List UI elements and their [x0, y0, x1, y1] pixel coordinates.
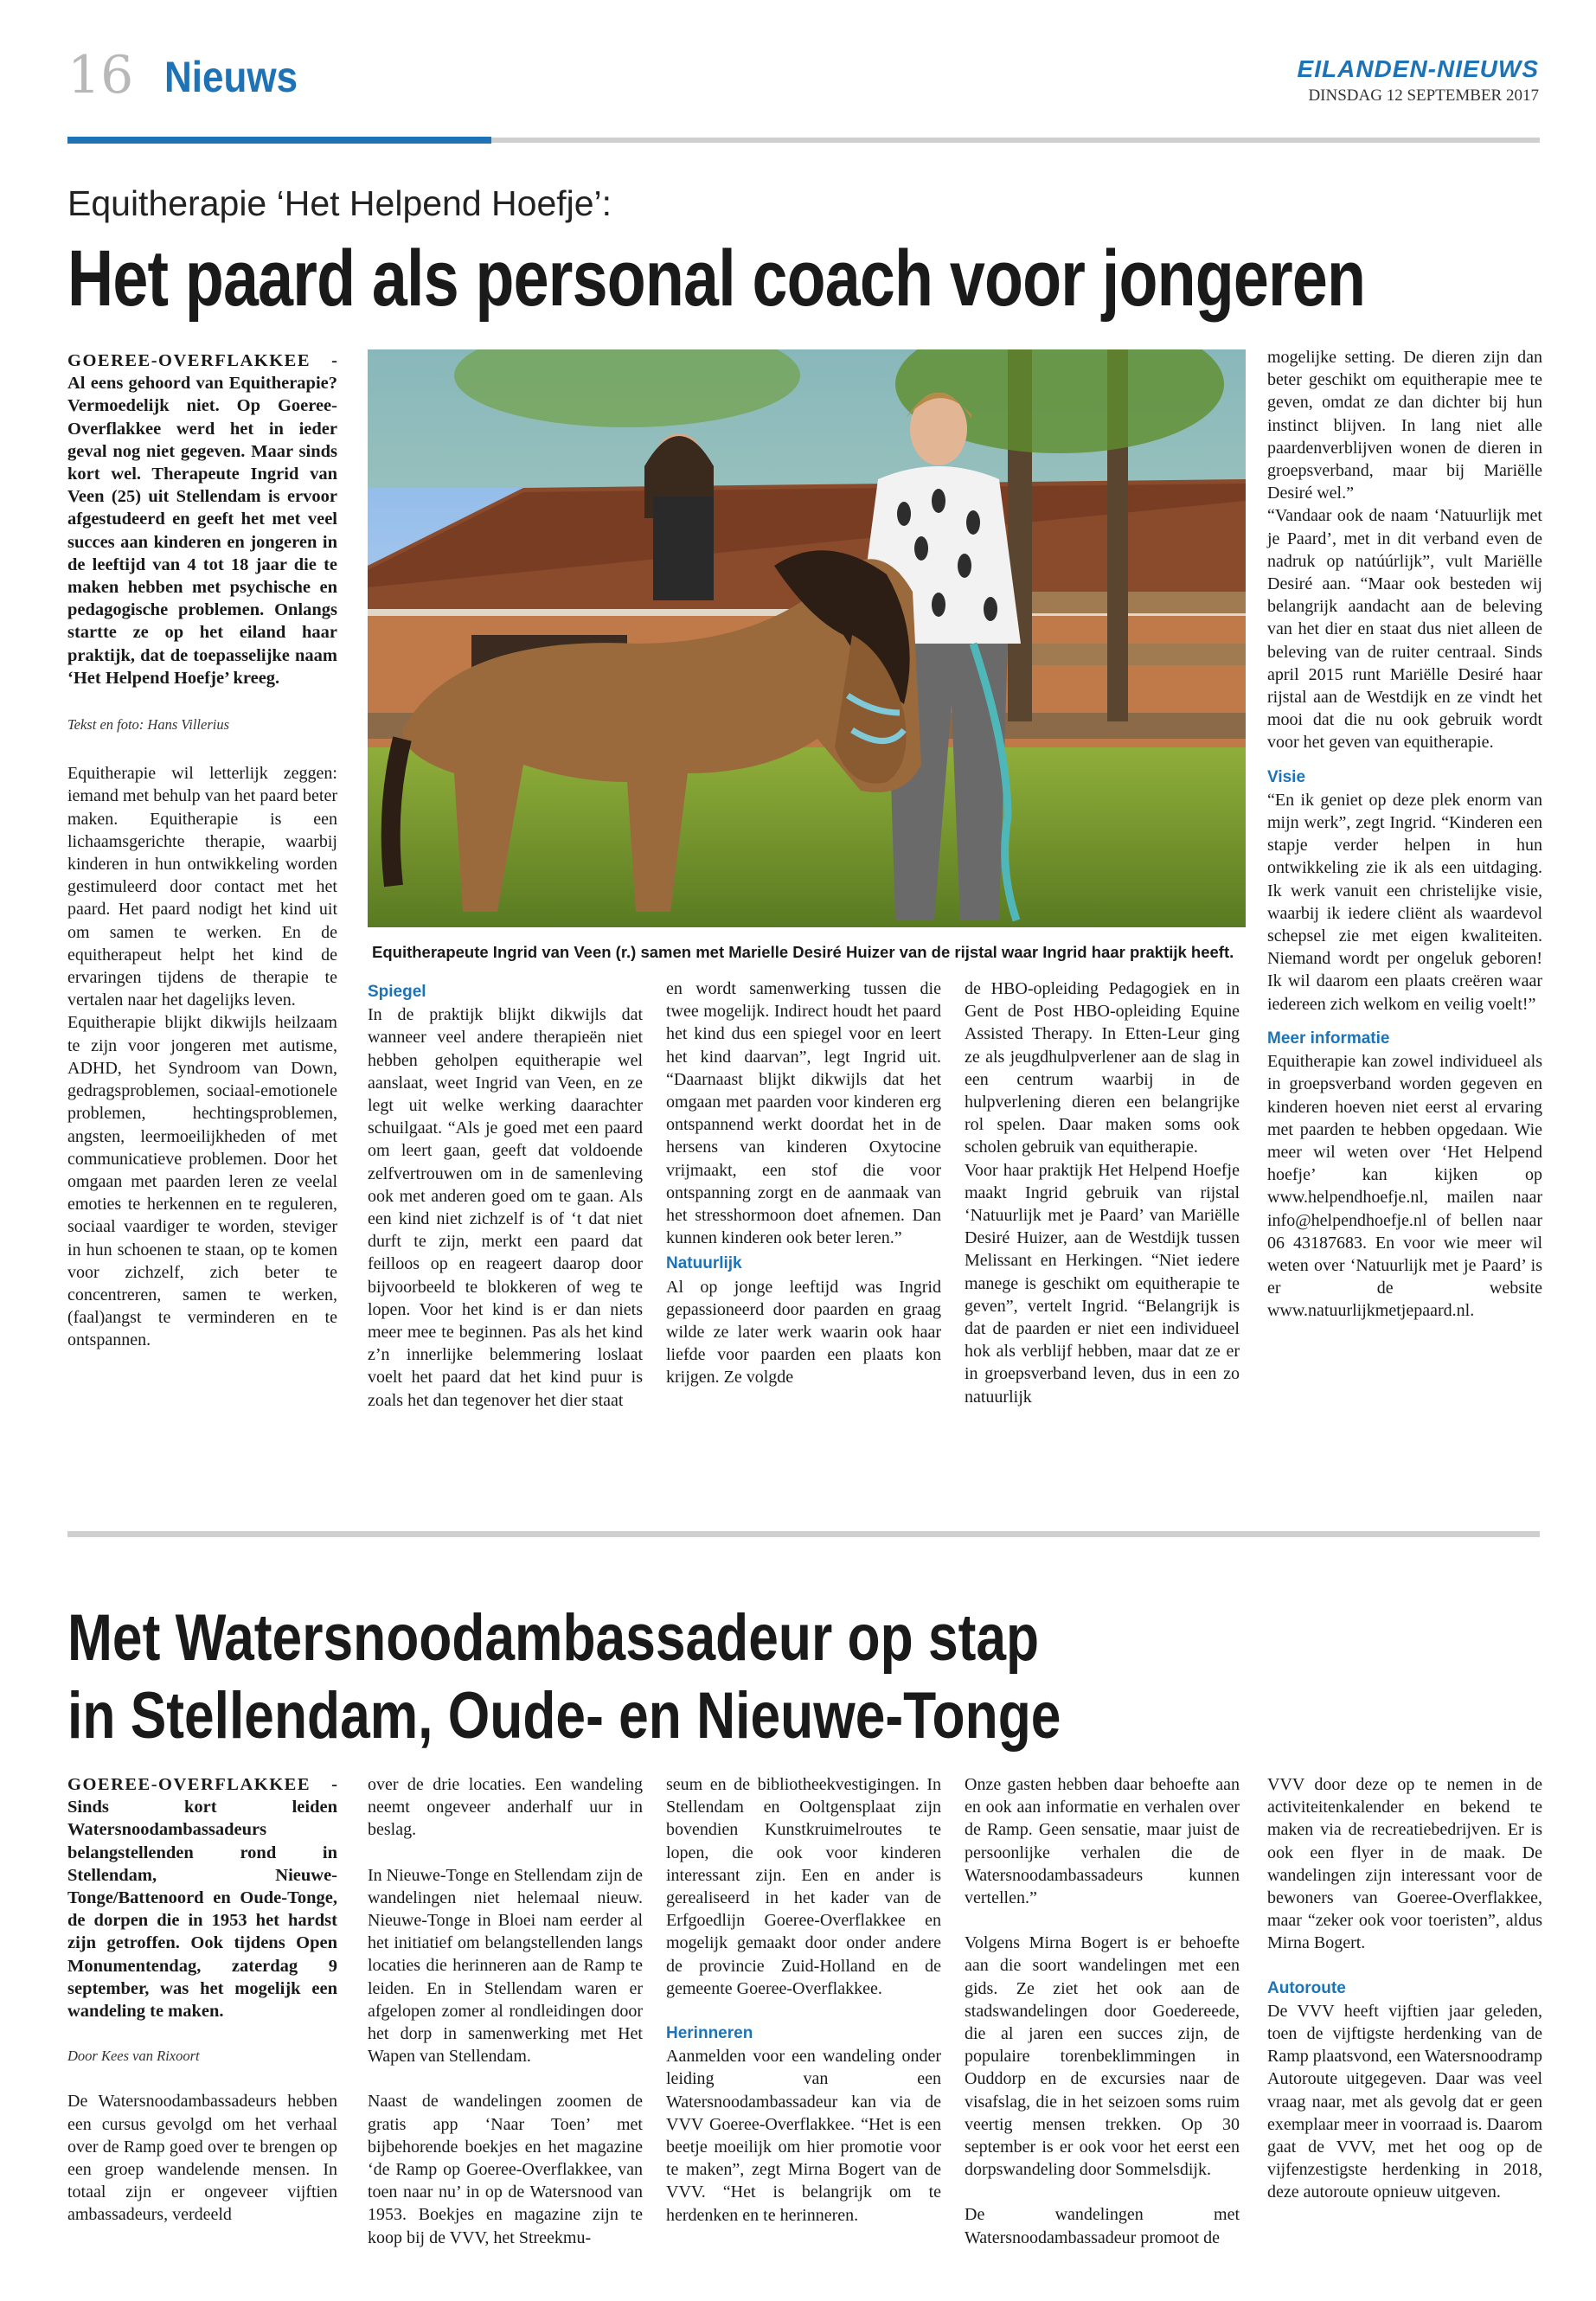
article1-lead-text: - Al eens gehoord van Equitherapie? Vermoedelijk niet. Op Goeree-Overflakkee werd het in ieder geval nog niet gegeven. Maar sinds kort wel. Therapeute Ingrid van Veen (25) uit Stellendam is ervoor afgestudeerd en geeft het met veel succes aan kinderen en jongeren in de leeftijd van 4 tot 18 jaar die te maken hebben met psychische en pedagogische problemen. Onlangs startte ze op het eiland haar praktijk, dat de toepasselijke naam ‘Het Helpend Hoefje’ kreeg. [67, 351, 337, 688]
article2-column-2 [368, 1773, 643, 2249]
header-rule [491, 138, 1540, 143]
article1-paragraph: Voor haar praktijk Het Helpend Hoefje maakt Ingrid gebruik van rijstal ‘Natuurlijk met je Paard’ van Mariëlle Desiré Huizer, aan de Westdijk tussen Melissant en Herkingen. “Niet iedere manege is geschikt om equitherapie te geven”, vertelt Ingrid. “Belangrijk is dat de paarden er niet een individueel hok als verblijf hebben, maar dat ze er in groepsverband leven, dus in een zo natuurlijk [965, 1160, 1240, 1407]
article1-photo-caption: Equitherapeute Ingrid van Veen (r.) samen met Marielle Desiré Huizer van de rijstal waar Ingrid haar praktijk heeft. [372, 943, 1234, 961]
article2-column-5 [1267, 1773, 1542, 2204]
subheading-meer-informatie: Meer informatie [1267, 1029, 1390, 1048]
article2-credit: Door Kees van Rixoort [67, 2048, 200, 2065]
issue-date: DINSDAG 12 SEPTEMBER 2017 [1308, 87, 1539, 105]
article1-column-2 [368, 977, 643, 1412]
subheading-natuurlijk: Natuurlijk [666, 1254, 742, 1273]
article2-column-4 [965, 1773, 1240, 2249]
article1-paragraph: de HBO-opleiding Pedagogiek en in Gent de Post HBO-opleiding Equine Assisted Therapy. In Etten-Leur ging ze als jeugdhulpverlener aan de slag in een centrum waarbij in de hulpverlening dieren een belangrijke rol spelen. Daar maken soms ook scholen gebruik van equitherapie. [965, 979, 1240, 1157]
section-title: Nieuws [164, 53, 298, 101]
article2-lead-place: GOEREE-OVERFLAKKEE [67, 1775, 311, 1794]
article1-lead [67, 349, 337, 689]
article2-paragraph: In Nieuwe-Tonge en Stellendam zijn de wandelingen niet helemaal nieuw. Nieuwe-Tonge in Bloei nam eerder al het initiatief om belangstellenden langs locaties die herinneren aan de Ramp te leiden. En in Stellendam waren er afgelopen zomer al rondleidingen door het dorp in samenwerking met Het Wapen van Stellendam. [368, 1865, 643, 2067]
article1-lead-place: GOEREE-OVERFLAKKEE [67, 351, 311, 370]
article1-kicker: Equitherapie ‘Het Helpend Hoefje’: [67, 183, 612, 223]
article1-paragraph: en wordt samenwerking tussen die twee mogelijk. Indirect houdt het paard het kind dus een spiegel voor en leert het kind daarvan”, legt Ingrid uit. “Daarnaast blijkt dikwijls dat het omgaan met paarden voor kinderen erg ontspannend werkt doordat het in de hersens van kinderen Oxytocine vrijmaakt, een stof die voor ontspanning zorgt en de aanmaak van het stresshormoon doet afnemen. Dan kunnen kinderen ook beter leren.” [666, 979, 941, 1248]
article2-paragraph: Aanmelden voor een wandeling onder leiding van een Watersnoodambassadeur kan via de VVV Goeree-Overflakkee. “Het is een beetje moeilijk om hier promotie voor te maken”, zegt Mirna Bogert van de VVV. “Het is belangrijk om te herdenken en te herinneren. [666, 2047, 941, 2225]
photo-horse-and-women [368, 349, 1246, 927]
article1-paragraph: In de praktijk blijkt dikwijls dat wanneer veel andere therapieën niet hebben geholpen equitherapie wel aanslaat, weet Ingrid van Veen, en ze legt uit welke werking daarachter schuilgaat. “Als je goed met een paard om leert gaan, geeft dat voldoende zelfvertrouwen om in de samenleving ook met anderen goed om te gaan. Als een kind niet zichzelf is of ‘t dat niet durft te zijn, merkt een paard dat feilloos op en reageert daarop door bijvoorbeeld te blokkeren of weg te lopen. Voor het kind is er dan niets meer mee te beginnen. Pas als het kind z’n innerlijke belemmering loslaat voelt het paard dat het kind puur is zoals het dan tegenover het dier staat [368, 1005, 643, 1410]
article1-paragraph: mogelijke setting. De dieren zijn dan beter geschikt om equitherapie mee te geven, omdat ze dan dichter bij hun instinct blijven. In lang niet alle paardenverblijven wonen de dieren in groepsverband, maar bij Mariëlle Desiré wel.” [1267, 348, 1542, 503]
article1-column-5 [1267, 346, 1542, 1323]
article2-paragraph: Onze gasten hebben daar behoefte aan en ook aan informatie en verhalen over de Ramp. Geen sensatie, maar juist de persoonlijke verhalen die de Watersnoodambassadeurs kunnen vertellen.” [965, 1775, 1240, 1908]
article1-paragraph: Equitherapie kan zowel individueel als in groepsverband worden gegeven en kinderen hoeven niet eerst al ervaring met paarden te hebben opgedaan. Wie meer wil weten over ‘Het Helpend hoefje’ kan kijken op www.helpendhoefje.nl, mailen naar info@helpendhoefje.nl of bellen naar 06 43187683. En voor wie meer wil weten over ‘Natuurlijk met je Paard’ is er de website www.natuurlijkmetjepaard.nl. [1267, 1052, 1542, 1321]
article1-column-1 [67, 349, 337, 1352]
article2-paragraph: De wandelingen met Watersnoodambassadeur promoot de [965, 2205, 1240, 2247]
article2-headline-line2: in Stellendam, Oude- en Nieuwe-Tonge [67, 1679, 1061, 1753]
article2-paragraph: De VVV heeft vijftien jaar geleden, toen de vijftigste herdenking van de Ramp plaatsvond, een Watersnoodramp Autoroute uitgegeven. Daar was veel vraag naar, met als gevolg dat er geen exemplaar meer in voorraad is. Daarom gaat de VVV, met het oog op de vijfenzestigste herdenking in 2018, deze autoroute opnieuw uitgeven. [1267, 2001, 1542, 2202]
article1-paragraph: Equitherapie wil letterlijk zeggen: iemand met behulp van het paard beter maken. Equitherapie is een lichaamsgerichte therapie, waarbij kinderen in hun ontwikkeling worden gestimuleerd door contact met het paard. Het paard nodigt het kind uit om samen te werken. En de equitherapeut helpt het kind de ervaringen tijdens de therapie te vertalen naar het dagelijks leven. [67, 764, 337, 1010]
article2-column-1 [67, 1773, 337, 2227]
article2-paragraph: over de drie locaties. Een wandeling neemt ongeveer anderhalf uur in beslag. [368, 1775, 643, 1840]
article2-paragraph: De Watersnoodambassadeurs hebben een cursus gevolgd om het verhaal over de Ramp goed over te brengen op een groep wandelende mensen. In totaal zijn er ongeveer vijftien ambassadeurs, verdeeld [67, 2092, 337, 2225]
article1-column-3 [666, 977, 941, 1389]
article1-photo [368, 349, 1246, 927]
article2-column-3 [666, 1773, 941, 2227]
subheading-visie: Visie [1267, 767, 1306, 786]
article-divider [67, 1531, 1540, 1537]
page-number: 16 [67, 45, 134, 106]
article1-paragraph: Al op jonge leeftijd was Ingrid gepassioneerd door paarden en graag wilde ze later werk waarin ook haar liefde voor paarden een plaats kon krijgen. Ze volgde [666, 1277, 941, 1388]
subheading-herinneren: Herinneren [666, 2024, 753, 2043]
header-rule-accent [67, 137, 491, 144]
article1-paragraph: “Vandaar ook de naam ‘Natuurlijk met je Paard’, met in dit verband even de nadruk op natúúrlijk”, vult Mariëlle Desiré aan. “Maar ook besteden wij belangrijk aandacht aan de beleving van het dier en staat dus niet alleen de beleving van de ruiter centraal. Sinds april 2015 runt Mariëlle Desiré haar rijstal aan de Westdijk en ze vindt het mooi dat die nu ook gebruik wordt voor het geven van equitherapie. [1267, 506, 1542, 753]
article2-lead-text: - Sinds kort leiden Watersnoodambassadeurs belangstellenden rond in Stellendam, Nieuwe-Tonge/Battenoord en Oude-Tonge, de dorpen die in 1953 het hardst zijn getroffen. Ook tijdens Open Monumentendag, zaterdag 9 september, was het mogelijk een wandeling te maken. [67, 1775, 337, 2022]
article2-paragraph: seum en de bibliotheekvestigingen. In Stellendam en Ooltgensplaat zijn bovendien Kunstkruimelroutes te lopen, die ook voor kinderen interessant zijn. Een en ander is gerealiseerd in het kader van de Erfgoedlijn Goeree-Overflakkee en mogelijk gemaakt door onder andere de provincie Zuid-Holland en de gemeente Goeree-Overflakkee. [666, 1775, 941, 1998]
article2-headline-line1: Met Watersnoodambassadeur op stap [67, 1601, 1040, 1675]
article2-lead [67, 1773, 337, 2022]
newspaper-logo: EILANDEN-NIEUWS [1297, 55, 1539, 82]
article1-paragraph: “En ik geniet op deze plek enorm van mijn werk”, zegt Ingrid. “Kinderen een stapje verder helpen in hun ontwikkeling zie ik als een uitdaging. Ik werk vanuit een christelijke visie, waarbij ik iedere cliënt als waardevol schepsel zie met eigen kwaliteiten. Niemand wordt per ongeluk geboren! Ik wil daarom een plaats creëren waar iedereen zich welkom en veilig voelt!” [1267, 790, 1542, 1014]
article1-column-4 [965, 977, 1240, 1408]
article2-paragraph: VVV door deze op te nemen in de activiteitenkalender en bekend te maken via de recreatiebedrijven. Er is ook een flyer in de maak. De wandelingen zijn interessant voor de bewoners van Goeree-Overflakkee, maar “zeker ook voor toeristen”, aldus Mirna Bogert. [1267, 1775, 1542, 1953]
article1-paragraph: Equitherapie blijkt dikwijls heilzaam te zijn voor jongeren met autisme, ADHD, het Syndroom van Down, gedragsproblemen, sociaal-emotionele problemen, hechtingsproblemen, angsten, leermoeilijkheden of met communicatieve problemen. Door het omgaan met paarden leren ze veelal emoties te herkennen en te reguleren, sociaal vaardiger te worden, steviger in hun schoenen te staan, op te komen voor zichzelf, zich beter te concentreren, samen te werken, (faal)angst te verminderen en te ontspannen. [67, 1013, 337, 1350]
article2-paragraph: Volgens Mirna Bogert is er behoefte aan die soort wandelingen met een gids. Ze ziet het ook aan de stadswandelingen door Goedereede, die al jaren een succes zijn, de populaire torenbeklimmingen in Ouddorp en de excursies naar de visafslag, die in het seizoen soms ruim veertig mensen trekken. Op 30 september is er ook voor het eerst een dorpswandeling door Sommelsdijk. [965, 1933, 1240, 2180]
subheading-spiegel: Spiegel [368, 983, 426, 1001]
article1-headline: Het paard als personal coach voor jongeren [67, 234, 1366, 323]
article2-paragraph: Naast de wandelingen zoomen de gratis app ‘Naar Toen’ met bijbehorende boekjes en het magazine ‘de Ramp op Goeree-Overflakkee, van toen naar nu’ in op de Watersnood van 1953. Boekjes en magazine zijn te koop bij de VVV, het Streekmu- [368, 2092, 643, 2247]
subheading-autoroute: Autoroute [1267, 1978, 1346, 1997]
article1-credit: Tekst en foto: Hans Villerius [67, 716, 229, 734]
